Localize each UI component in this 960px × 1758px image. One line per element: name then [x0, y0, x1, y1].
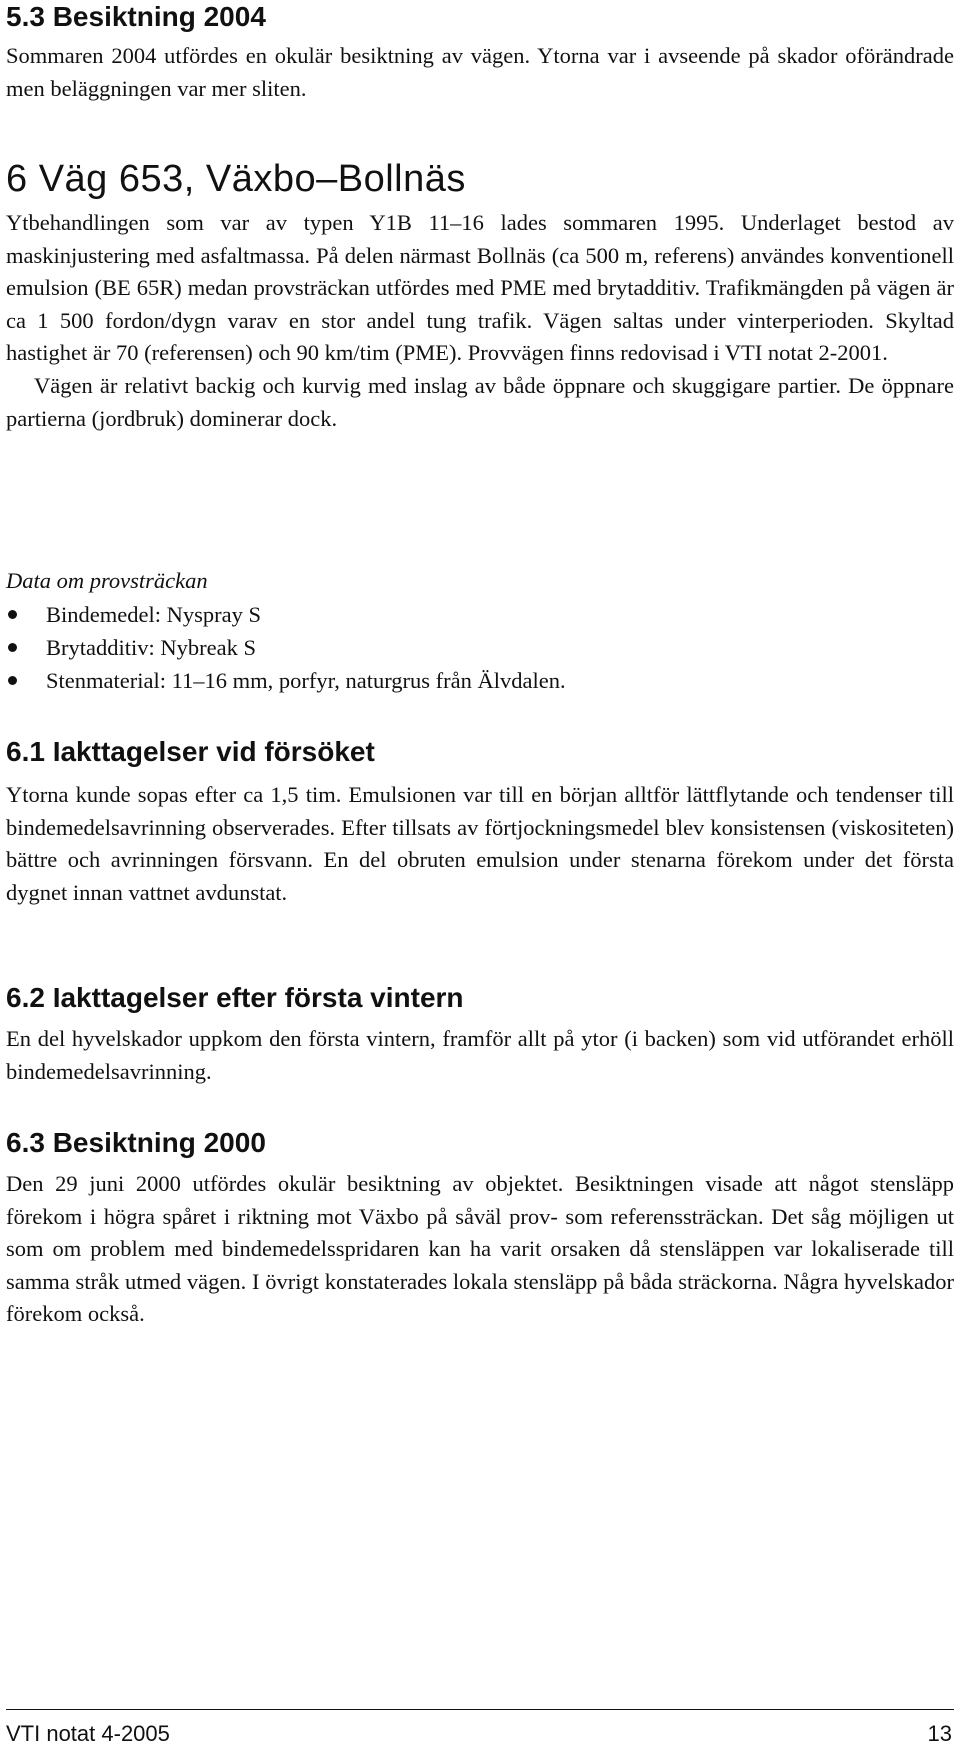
heading-6-2: 6.2 Iakttagelser efter första vintern — [6, 982, 464, 1013]
data-list — [6, 598, 954, 697]
bullet-icon — [8, 610, 17, 619]
page-number: 13 — [927, 1721, 952, 1746]
section-6 — [6, 157, 954, 435]
heading-5-3: 5.3 Besiktning 2004 — [6, 1, 266, 32]
paragraph-6-2: Vägen är relativt backig och kurvig med inslag av både öppnare och skuggigare partier. De öppnare partierna (jordbruk) dominerar dock. — [6, 372, 954, 431]
paragraph-5-3: Sommaren 2004 utfördes en okulär besiktning av vägen. Ytorna var i avseende på skador oförändrade men beläggningen var mer sliten. — [6, 43, 954, 101]
heading-6: 6 Väg 653, Växbo–Bollnäs — [6, 158, 466, 200]
section-5-3 — [6, 0, 954, 105]
list-item: Stenmaterial: 11–16 mm, porfyr, naturgrus från Älvdalen. — [6, 664, 954, 697]
heading-6-3: 6.3 Besiktning 2000 — [6, 1127, 266, 1158]
bullet-icon — [8, 643, 17, 652]
list-item: Bindemedel: Nyspray S — [6, 598, 954, 631]
section-6-1 — [6, 735, 954, 909]
heading-6-1: 6.1 Iakttagelser vid försöket — [6, 736, 375, 767]
paragraph-6-2-body: En del hyvelskador uppkom den första vintern, framför allt på ytor (i backen) som vid utförandet erhöll bindemedelsavrinning. — [6, 1026, 954, 1084]
data-block — [6, 565, 954, 697]
section-6-3 — [6, 1126, 954, 1331]
section-6-2 — [6, 981, 954, 1088]
data-label: Data om provsträckan — [6, 568, 208, 593]
paragraph-6-3-body: Den 29 juni 2000 utfördes okulär besiktning av objektet. Besiktningen visade att något stensläpp förekom i högra spåret i riktning mot Växbo på såväl prov- som referenssträckan. Det såg möjligen ut som om problem med bindemedelsspridaren kan ha varit orsaken då stensläppen var lokaliserade till samma stråk utmed vägen. I övrigt konstaterades lokala stensläpp på båda sträckorna. Några hyvelskador förekom också. — [6, 1171, 954, 1327]
paragraph-6-1-body: Ytorna kunde sopas efter ca 1,5 tim. Emulsionen var till en början alltför lättflytande och tendenser till bindemedelsavrinning observerades. Efter tillsats av förtjockningsmedel blev konsistensen (viskositeten) bättre och avrinningen försvann. En del obruten emulsion under stenarna förekom under det första dygnet innan vattnet avdunstat. — [6, 782, 954, 905]
page-footer — [6, 1709, 954, 1750]
footer-publication: VTI notat 4-2005 — [6, 1721, 170, 1746]
list-item: Brytadditiv: Nybreak S — [6, 631, 954, 664]
bullet-icon — [8, 676, 17, 685]
paragraph-6-1: Ytbehandlingen som var av typen Y1B 11–16 lades sommaren 1995. Underlaget bestod av maskinjustering med asfaltmassa. På delen närmast Bollnäs (ca 500 m, referens) användes konventionell emulsion (BE 65R) medan provsträckan utfördes med PME med brytadditiv. Trafikmängden på vägen är ca 1 500 fordon/dygn varav en stor andel tung trafik. Vägen saltas under vinterperioden. Skyltad hastighet är 70 (referensen) och 90 km/tim (PME). Provvägen finns redovisad i VTI notat 2-2001. — [6, 210, 954, 366]
